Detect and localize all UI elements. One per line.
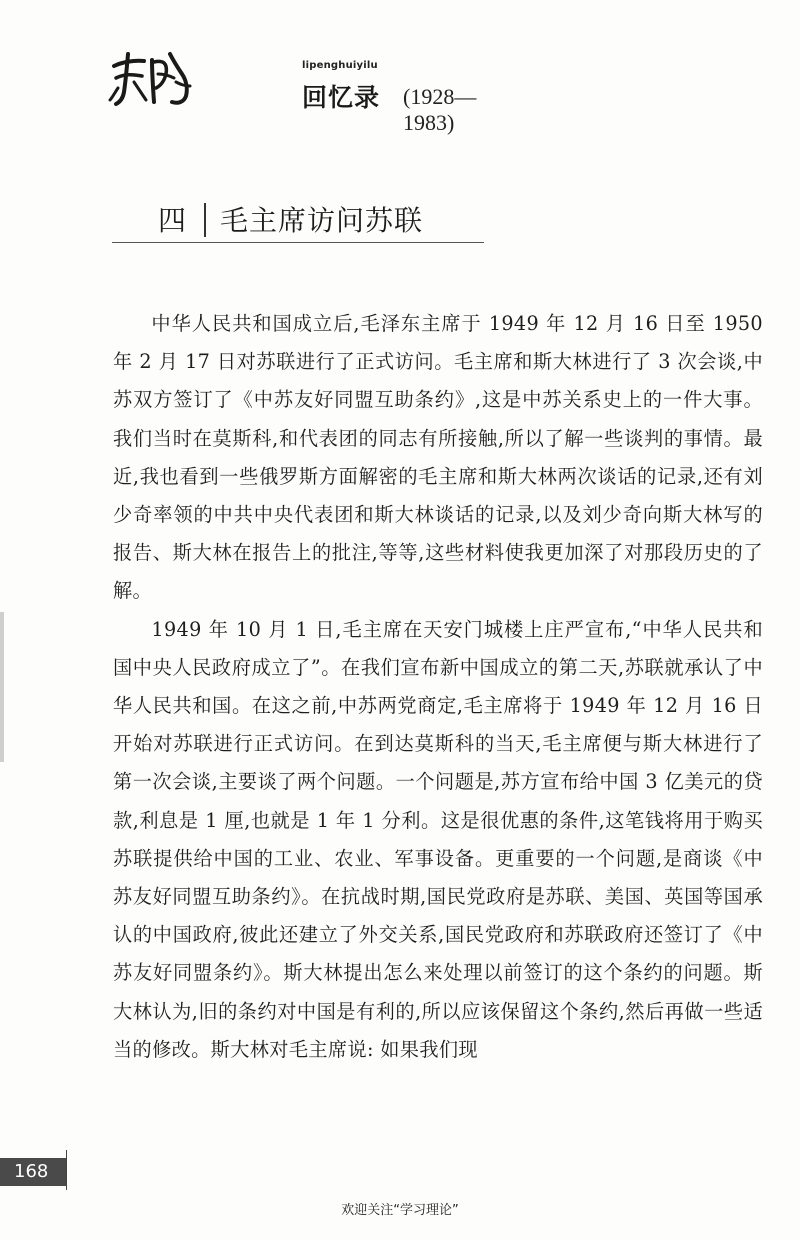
page-number-tab <box>0 1158 66 1186</box>
chapter-underline <box>112 242 484 243</box>
signature-calligraphy-icon <box>108 48 193 108</box>
chapter-divider <box>204 203 206 237</box>
page-number-divider <box>66 1150 67 1190</box>
page-edge-shadow <box>0 612 4 762</box>
paragraph-2: 1949 年 10 月 1 日,毛主席在天安门城楼上庄严宣布,“中华人民共和国中央人民政府成立了”。在我们宣布新中国成立的第二天,苏联就承认了中华人民共和国。在这之前,中苏两党商定,毛主席将于 1949 年 12 月 16 日开始对苏联进行正式访问。在到达莫斯科的当天,毛主席便与斯大林进行了第一次会谈,主要谈了两个问题。一个问题是,苏方宣布给中国 3 亿美元的贷款,利息是 1 厘,也就是 1 年 1 分利。这是很优惠的条件,这笔钱将用于购买苏联提供给中国的工业、农业、军事设备。更重要的一个问题,是商谈《中苏友好同盟互助条约》。在抗战时期,国民党政府是苏联、美国、英国等国承认的中国政府,彼此还建立了外交关系,国民党政府和苏联政府还签订了《中苏友好同盟条约》。斯大林提出怎么来处理以前签订的这个条约的问题。斯大林认为,旧的条约对中国是有利的,所以应该保留这个条约,然后再做一些适当的修改。斯大林对毛主席说: 如果我们现 <box>113 617 763 1061</box>
body-text <box>113 305 763 1069</box>
header-years: (1928—1983) <box>403 84 477 135</box>
footer-note: 欢迎关注“学习理论” <box>341 1203 459 1218</box>
chapter-heading <box>112 195 484 247</box>
running-header <box>108 48 508 135</box>
header-memoir-label: 回忆录 <box>302 83 381 112</box>
page-number: 168 <box>14 1161 49 1182</box>
chapter-title: 毛主席访问苏联 <box>220 204 424 237</box>
header-pinyin: lipenghuiyilu <box>302 60 378 71</box>
chapter-number: 四 <box>158 204 187 237</box>
paragraph-1: 中华人民共和国成立后,毛泽东主席于 1949 年 12 月 16 日至 1950 年 2 月 17 日对苏联进行了正式访问。毛主席和斯大林进行了 3 次会谈,中苏双方签订了《中苏友好同盟互助条约》,这是中苏关系史上的一件大事。我们当时在莫斯科,和代表团的同志有所接触,所以了解一些谈判的事情。最近,我也看到一些俄罗斯方面解密的毛主席和斯大林两次谈话的记录,还有刘少奇率领的中共中央代表团和斯大林谈话的记录,以及刘少奇向斯大林写的报告、斯大林在报告上的批注,等等,这些材料使我更加深了对那段历史的了解。 <box>113 312 763 603</box>
